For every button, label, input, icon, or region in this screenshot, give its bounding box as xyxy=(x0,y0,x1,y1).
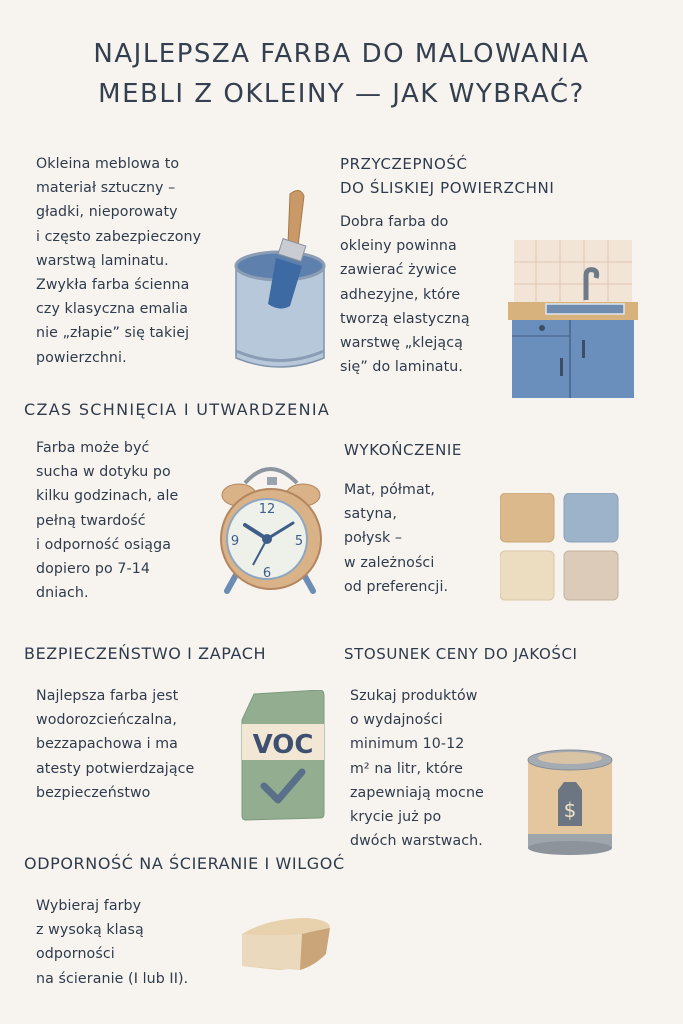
safety-line: atesty potwierdzające xyxy=(36,760,195,777)
resistance-line: odporności xyxy=(36,946,115,963)
clock-number-6: 6 xyxy=(262,566,272,581)
finish-line: w zależności xyxy=(344,554,435,571)
finish-heading: WYKOŃCZENIE xyxy=(344,441,462,459)
paint-can-dollar-icon xyxy=(524,746,616,862)
finish-text xyxy=(344,478,448,599)
adhesion-heading-line-2: DO ŚLISKIEJ POWIERZCHNI xyxy=(340,179,555,197)
intro-text xyxy=(36,152,201,370)
price-line: krycie już po xyxy=(350,809,442,826)
finish-line: Mat, półmat, xyxy=(344,482,436,498)
safety-line: bezpieczeństwo xyxy=(36,784,151,801)
dollar-label: $ xyxy=(563,798,577,822)
drying-line: pełną twardość xyxy=(36,512,146,529)
intro-line: Okleina meblowa to xyxy=(36,156,180,172)
title-line-1: NAJLEPSZA FARBA DO MALOWANIA xyxy=(93,39,590,69)
swatch-beige xyxy=(564,551,618,600)
intro-line: Zwykła farba ścienna xyxy=(36,277,190,294)
price-heading: STOSUNEK CENY DO JAKOŚCI xyxy=(344,645,578,663)
price-text xyxy=(350,684,484,853)
drying-line: Farba może być xyxy=(36,440,150,456)
finish-line: satyna, xyxy=(344,506,397,523)
alarm-clock-icon xyxy=(215,455,325,599)
clock-number-12: 12 xyxy=(258,502,276,517)
finish-line: od preferencji. xyxy=(344,578,449,595)
safety-line: Najlepsza farba jest xyxy=(36,688,179,704)
voc-label: VOC xyxy=(252,730,314,760)
adhesion-line: zawierać żywice xyxy=(340,262,457,279)
page-title xyxy=(0,34,683,114)
swatch-blue xyxy=(564,493,618,542)
color-swatches-icon xyxy=(500,493,622,607)
adhesion-heading xyxy=(340,152,554,200)
safety-line: wodorozcieńczalna, xyxy=(36,712,177,729)
sponge-block-icon xyxy=(238,914,332,978)
drying-line: sucha w dotyku po xyxy=(36,464,171,481)
adhesion-line: adhezyjne, które xyxy=(340,286,461,303)
price-line: minimum 10-12 xyxy=(350,736,465,753)
safety-text xyxy=(36,684,194,805)
swatch-cream xyxy=(500,551,554,600)
resistance-text xyxy=(36,894,188,991)
resistance-line: na ścieranie (I lub II). xyxy=(36,970,189,987)
voc-check-label-icon xyxy=(236,690,328,826)
intro-line: i często zabezpieczony xyxy=(36,228,202,245)
intro-line: nie „złapie” się takiej xyxy=(36,325,190,342)
adhesion-line: się” do laminatu. xyxy=(340,359,463,376)
resistance-heading: ODPORNOŚĆ NA ŚCIERANIE I WILGOĆ xyxy=(24,854,345,873)
adhesion-line: warstwę „klejącą xyxy=(340,335,463,352)
swatch-tan xyxy=(500,493,554,542)
price-line: Szukaj produktów xyxy=(350,688,478,704)
adhesion-line: tworzą elastyczną xyxy=(340,310,470,327)
resistance-line: Wybieraj farby xyxy=(36,898,142,914)
title-line-2: MEBLI Z OKLEINY — JAK WYBRAĆ? xyxy=(98,79,585,109)
adhesion-line: okleiny powinna xyxy=(340,238,457,255)
intro-line: warstwą laminatu. xyxy=(36,252,169,269)
drying-line: i odporność osiąga xyxy=(36,536,171,553)
drying-line: dopiero po 7-14 xyxy=(36,561,150,578)
drying-heading: CZAS SCHNIĘCIA I UTWARDZENIA xyxy=(24,400,331,419)
paint-can-with-brush-icon xyxy=(228,186,333,380)
safety-line: bezzapachowa i ma xyxy=(36,736,178,753)
kitchen-sink-cabinet-icon xyxy=(508,240,638,404)
price-line: o wydajności xyxy=(350,712,443,729)
adhesion-heading-line-1: PRZYCZEPNOŚĆ xyxy=(340,155,468,173)
intro-line: materiał sztuczny – xyxy=(36,180,176,197)
safety-heading: BEZPIECZEŃSTWO I ZAPACH xyxy=(24,644,267,663)
price-line: zapewniają mocne xyxy=(350,784,484,801)
price-line: dwóch warstwach. xyxy=(350,833,483,850)
clock-number-5: 5 xyxy=(294,534,304,549)
intro-line: powierzchni. xyxy=(36,349,127,366)
drying-line: kilku godzinach, ale xyxy=(36,488,179,505)
adhesion-text xyxy=(340,210,470,379)
drying-text xyxy=(36,436,178,605)
resistance-line: z wysoką klasą xyxy=(36,922,144,939)
finish-line: połysk – xyxy=(344,530,403,547)
drying-line: dniach. xyxy=(36,585,89,602)
clock-number-9: 9 xyxy=(230,534,240,549)
intro-line: czy klasyczna emalia xyxy=(36,301,189,318)
price-line: m² na litr, które xyxy=(350,760,463,777)
intro-line: gładki, nieporowaty xyxy=(36,204,178,221)
adhesion-line: Dobra farba do xyxy=(340,214,449,230)
